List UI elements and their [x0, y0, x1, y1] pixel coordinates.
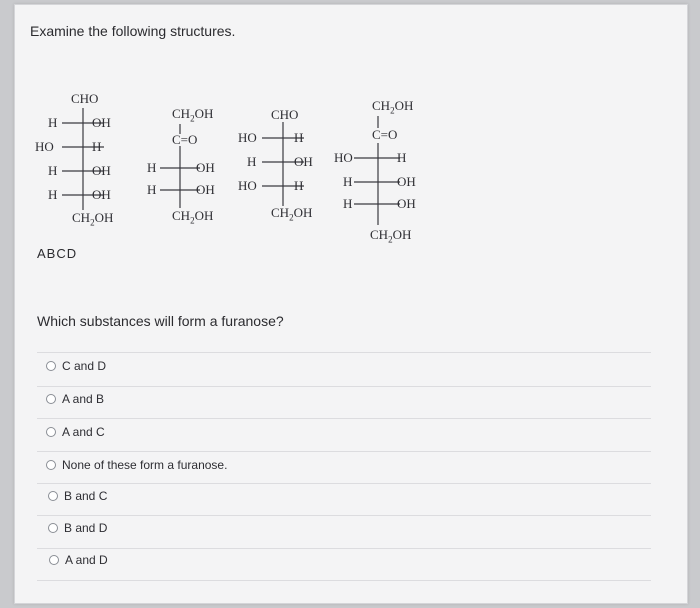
radio-button[interactable]	[48, 523, 58, 533]
answer-option[interactable]	[46, 456, 227, 474]
radio-button[interactable]	[46, 460, 56, 470]
option-label: B and D	[64, 521, 108, 535]
b-r2-left: H	[147, 182, 157, 197]
structure-letters: ABCD	[37, 246, 78, 261]
answer-option[interactable]	[49, 551, 108, 569]
radio-button[interactable]	[48, 491, 58, 501]
d-r1-right: H	[397, 150, 407, 165]
a-r4-right: OH	[92, 187, 111, 202]
divider	[37, 352, 651, 353]
d-bottom: $CH_2OH$	[370, 227, 412, 245]
d-r3-left: H	[343, 196, 353, 211]
a-r3-right: OH	[92, 163, 111, 178]
divider	[37, 580, 651, 581]
d-r3-right: OH	[397, 196, 416, 211]
answer-option[interactable]	[48, 519, 107, 537]
b-r1-right: OH	[196, 160, 215, 175]
d-r2-right: OH	[397, 174, 416, 189]
option-label: A and B	[62, 392, 105, 406]
c-r1-left: HO	[238, 130, 257, 145]
a-r1-left: H	[48, 115, 58, 130]
radio-button[interactable]	[49, 555, 59, 565]
divider	[37, 386, 651, 387]
fischer-projections	[0, 0, 700, 270]
a-r1-right: OH	[92, 115, 111, 130]
c-bottom: $CH_2OH$	[271, 205, 313, 223]
a-r3-left: H	[48, 163, 58, 178]
a-r2-right: H	[92, 139, 102, 154]
c-r1-right: H	[294, 130, 304, 145]
question-text: Which substances will form a furanose?	[37, 313, 284, 329]
b-bottom: $CH_2OH$	[172, 208, 214, 226]
divider	[37, 548, 651, 549]
radio-button[interactable]	[46, 427, 56, 437]
prompt-text: Examine the following structures.	[30, 23, 236, 39]
option-label: B and C	[64, 489, 108, 503]
answer-option[interactable]	[48, 487, 107, 505]
divider	[37, 483, 651, 484]
a-bottom: $CH_2OH$	[72, 210, 114, 228]
b-r2-right: OH	[196, 182, 215, 197]
b-r1-left: H	[147, 160, 157, 175]
fischer-bonds	[0, 0, 700, 270]
b-top: $CH_2OH$	[172, 106, 214, 124]
option-label: C and D	[62, 359, 107, 373]
option-label: None of these form a furanose.	[62, 458, 228, 472]
a-r4-left: H	[48, 187, 58, 202]
a-r2-left: HO	[35, 139, 54, 154]
answer-option[interactable]	[46, 390, 104, 408]
c-r2-left: H	[247, 154, 257, 169]
option-label: A and D	[65, 553, 108, 567]
a-top: CHO	[71, 91, 99, 106]
d-r1-left: HO	[334, 150, 353, 165]
d-top: $CH_2OH$	[372, 98, 414, 116]
c-r3-right: H	[294, 178, 304, 193]
c-r3-left: HO	[238, 178, 257, 193]
b-carbonyl: C=O	[172, 132, 198, 147]
radio-button[interactable]	[46, 394, 56, 404]
answer-option[interactable]	[46, 357, 106, 375]
radio-button[interactable]	[46, 361, 56, 371]
c-top: CHO	[271, 107, 299, 122]
answer-option[interactable]	[46, 423, 105, 441]
c-r2-right: OH	[294, 154, 313, 169]
divider	[37, 451, 651, 452]
d-carbonyl: C=O	[372, 127, 398, 142]
option-label: A and C	[62, 425, 105, 439]
divider	[37, 515, 651, 516]
divider	[37, 418, 651, 419]
d-r2-left: H	[343, 174, 353, 189]
